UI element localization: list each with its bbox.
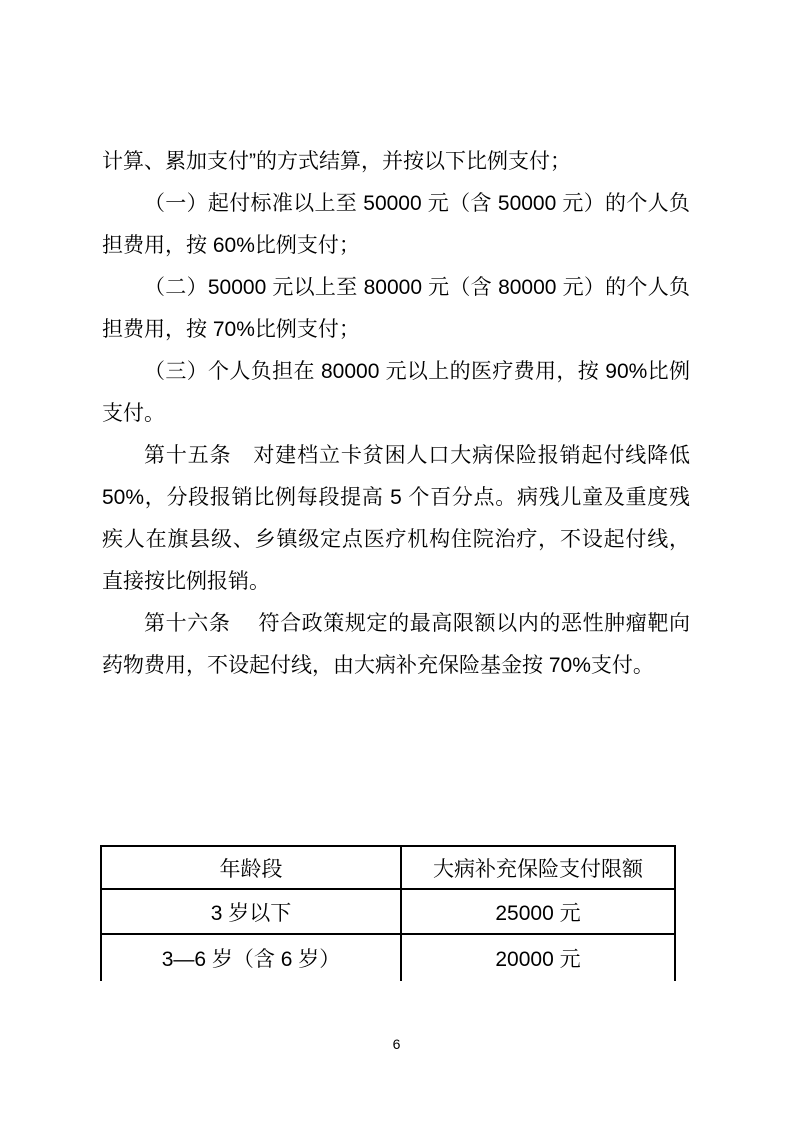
table-header-limit: 大病补充保险支付限额: [400, 847, 674, 888]
body-line: （二）50000 元以上至 80000 元（含 80000 元）的个人负: [144, 276, 690, 299]
table-cell-limit: 20000 元: [400, 935, 674, 981]
table-header-row: [102, 847, 674, 890]
body-line: 第十五条 对建档立卡贫困人口大病保险报销起付线降低: [144, 444, 690, 467]
body-line: 药物费用，不设起付线，由大病补充保险基金按 70%支付。: [102, 654, 654, 677]
body-line: （一）起付标准以上至 50000 元（含 50000 元）的个人负: [144, 192, 690, 215]
body-text: [102, 141, 690, 687]
table-cell-age: 3—6 岁（含 6 岁）: [161, 948, 341, 971]
body-line: 50%，分段报销比例每段提高 5 个百分点。病残儿童及重度残: [102, 486, 690, 509]
table-cell-limit: 25000 元: [400, 890, 674, 933]
body-line: 直接按比例报销。: [102, 570, 270, 593]
body-line: 支付。: [102, 402, 165, 425]
table-row: [102, 935, 674, 981]
page-number: 6: [392, 1036, 401, 1052]
table-cell-age: 3 岁以下: [210, 901, 292, 925]
table-row: [102, 890, 674, 935]
body-line: 第十六条 符合政策规定的最高限额以内的恶性肿瘤靶向: [144, 612, 690, 635]
body-line: （三）个人负担在 80000 元以上的医疗费用，按 90%比例: [144, 360, 690, 383]
payment-limit-table: [100, 845, 676, 981]
body-line: 担费用，按 70%比例支付；: [102, 318, 360, 341]
body-line: 计算、累加支付”的方式结算，并按以下比例支付；: [102, 150, 571, 173]
body-line: 疾人在旗县级、乡镇级定点医疗机构住院治疗，不设起付线，: [102, 528, 690, 551]
table-header-age: 年龄段: [219, 857, 283, 881]
body-line: 担费用，按 60%比例支付；: [102, 234, 360, 257]
